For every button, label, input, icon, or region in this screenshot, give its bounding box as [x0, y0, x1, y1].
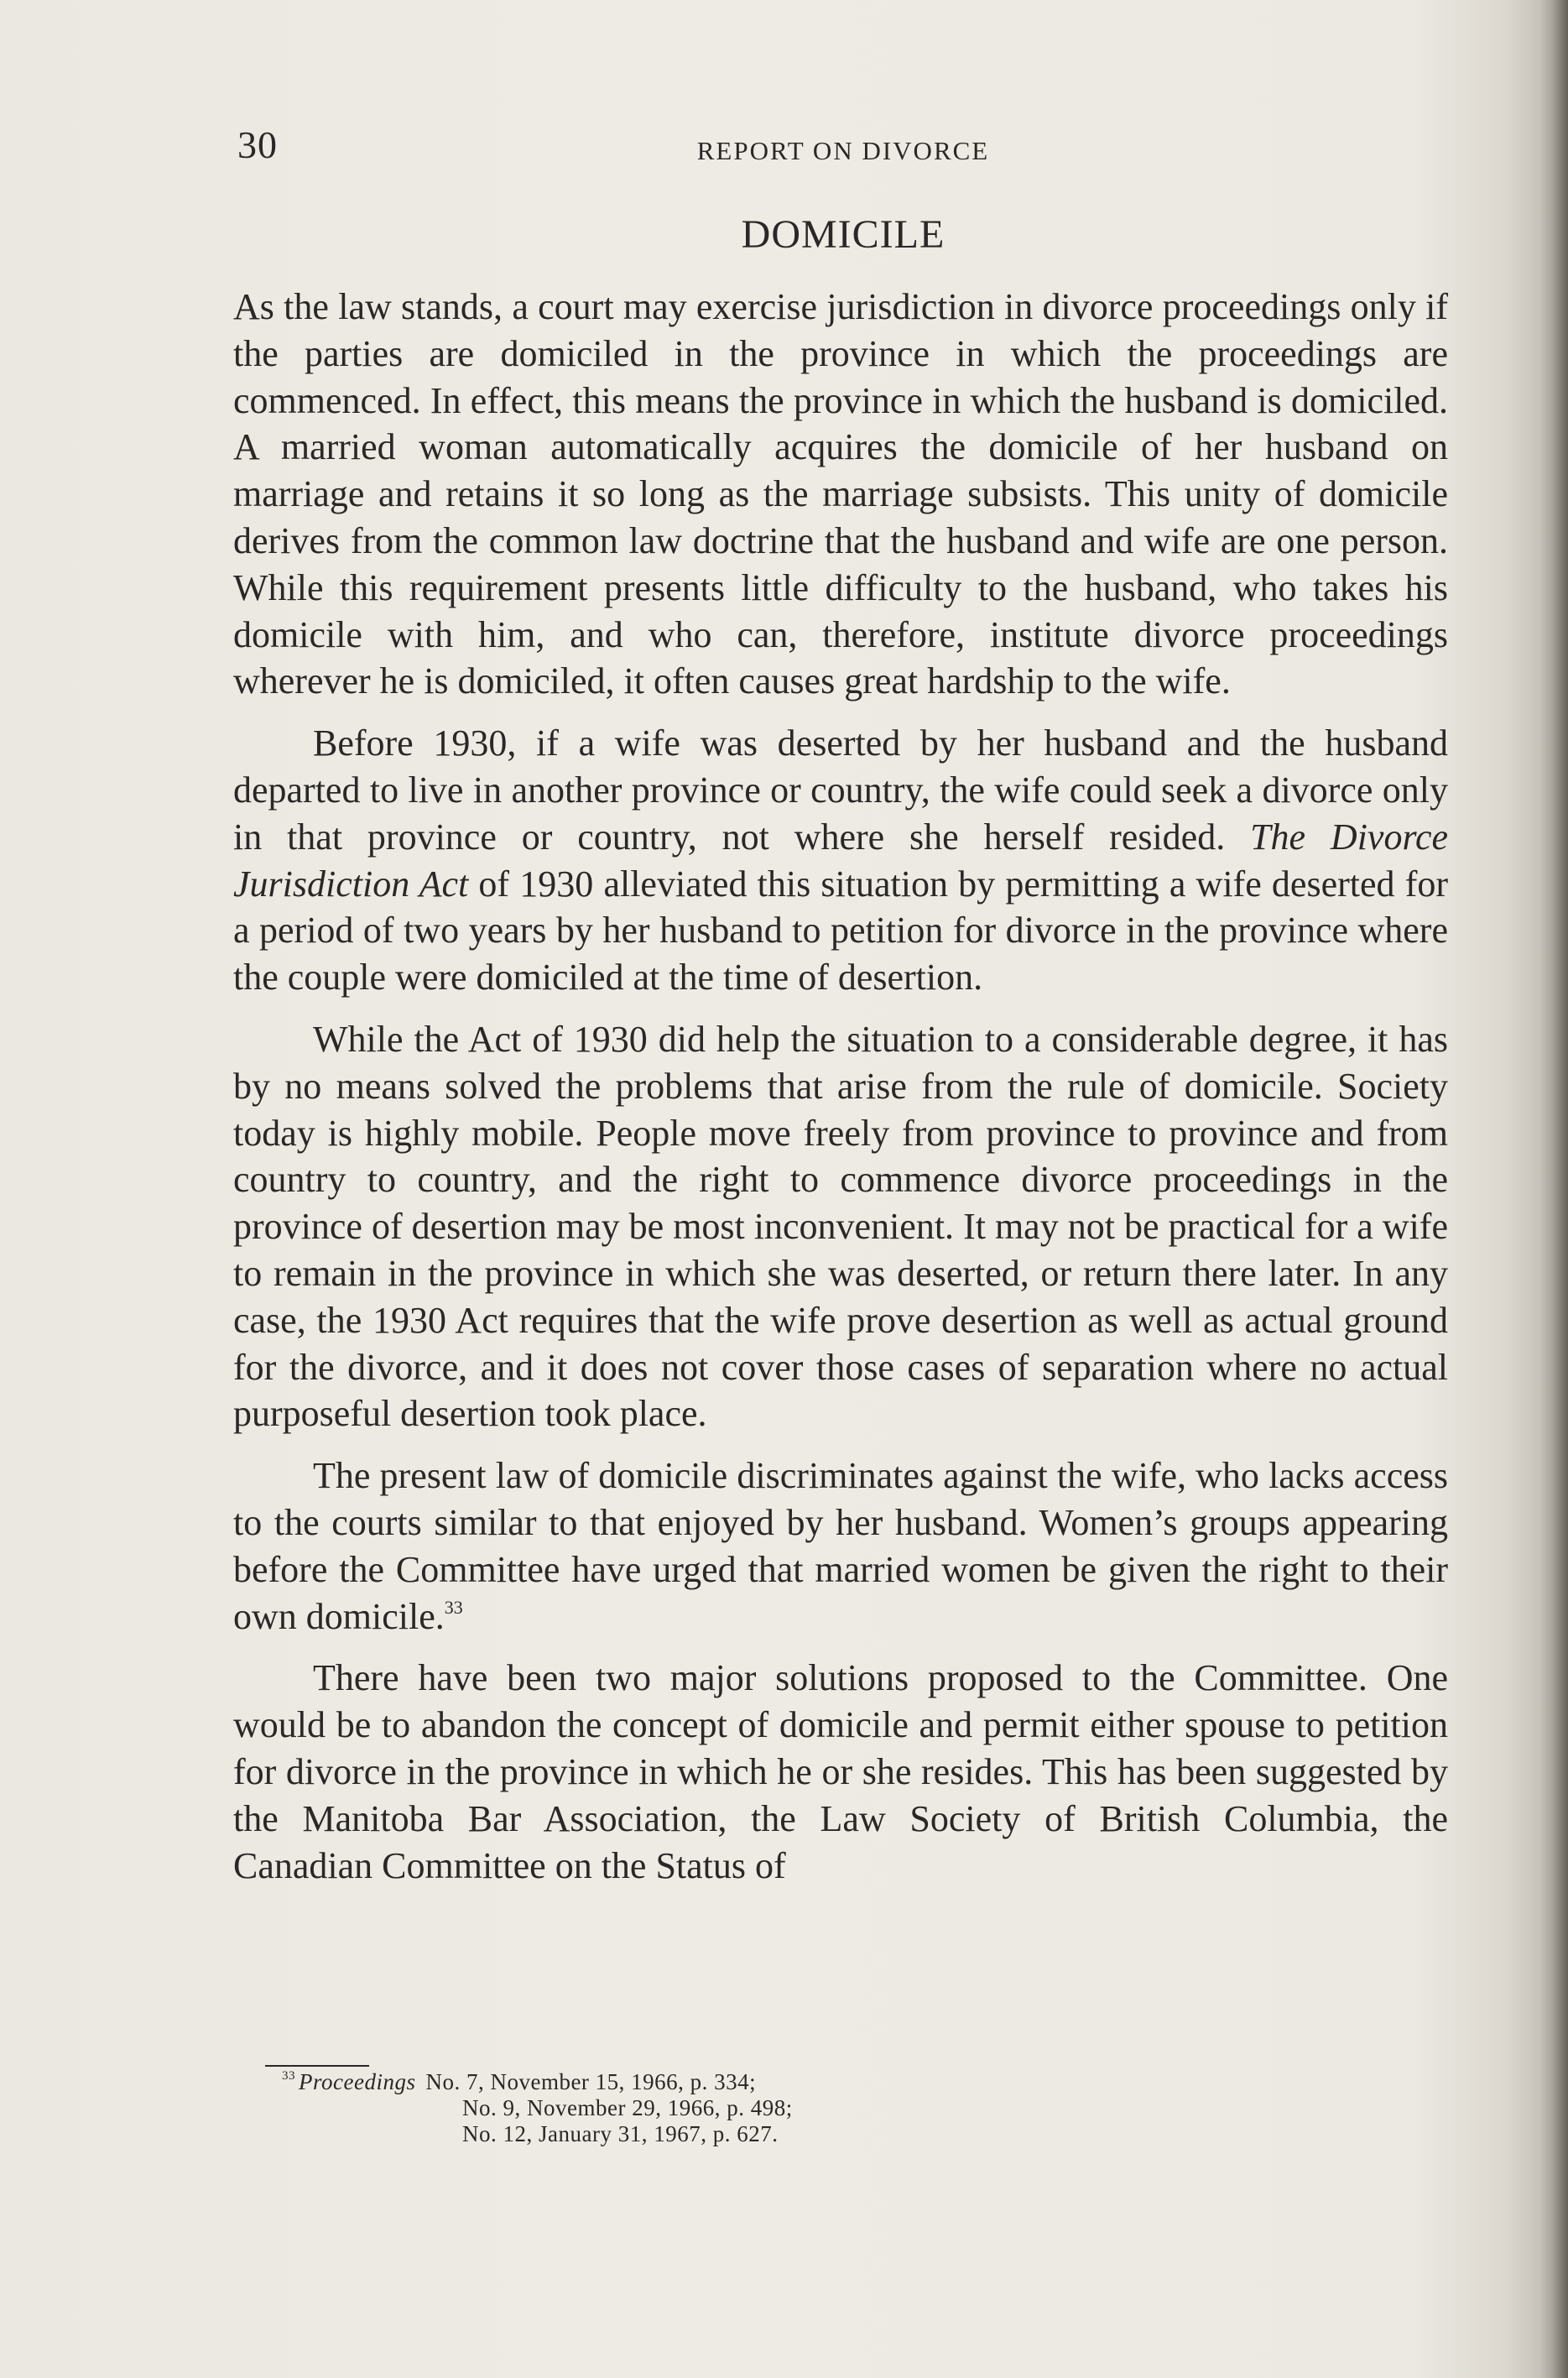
footnote-reference[interactable]: 33 [444, 1596, 463, 1618]
section-title: DOMICILE [741, 212, 945, 257]
page-number: 30 [237, 123, 278, 166]
page-edge-shadow [1539, 0, 1568, 2378]
footnote-source: Proceedings [299, 2069, 416, 2094]
footnote-divider [265, 2065, 369, 2067]
footnote-line: $^{33}$ Proceedings No. 7, November 15, 1966, p. 334; [282, 2069, 757, 2094]
paragraph: The present law of domicile discriminates against the wife, who lacks access to the courts similar to that enjoyed by her husband. Women’s groups appearing before the Committee have urged that married women be given the right to their own domicile.$^{33}$ [233, 1455, 1448, 1637]
paragraph: As the law stands, a court may exercise jurisdiction in divorce proceedings only if the parties are domiciled in the province in which the proceedings are commenced. In effect, this means the province in which the husband is domiciled. A married woman automatically acquires the domicile of her husband on marriage and retains it so long as the marriage subsists. This unity of domicile derives from the common law doctrine that the husband and wife are one person. While this requirement presents little difficulty to the husband, who takes his domicile with him, and who can, therefore, institute divorce proceedings wherever he is domiciled, it often causes great hardship to the wife. [233, 286, 1448, 702]
footnote-line: No. 9, November 29, 1966, p. 498; [462, 2095, 793, 2120]
act-title: The Divorce Jurisdiction Act [233, 816, 1448, 905]
body-text [233, 284, 1448, 1904]
footnotes [282, 2069, 1121, 2147]
paragraph: Before 1930, if a wife was deserted by her husband and the husband departed to live in another province or country, the wife could seek a divorce only in that province or country, not where she herself resided. The Divorce Jurisdiction Act of 1930 alleviated this situation by permitting a wife deserted for a period of two years by her husband to petition for divorce in the province where the couple were domiciled at the time of desertion. [233, 722, 1448, 999]
footnote-line: No. 12, January 31, 1967, p. 627. [462, 2121, 779, 2146]
footnote-marker: 33 [282, 2069, 295, 2083]
running-header: REPORT ON DIVORCE [696, 136, 990, 165]
paragraph: While the Act of 1930 did help the situation to a considerable degree, it has by no means solved the problems that arise from the rule of domicile. Society today is highly mobile. People move freely from province to province and from country to country, and the right to commence divorce proceedings in the province of desertion may be most inconvenient. It may not be practical for a wife to remain in the province in which she was deserted, or return there later. In any case, the 1930 Act requires that the wife prove desertion as well as actual ground for the divorce, and it does not cover those cases of separation where no actual purposeful desertion took place. [233, 1018, 1448, 1435]
paragraph: There have been two major solutions proposed to the Committee. One would be to abandon the concept of domicile and permit either spouse to petition for divorce in the province in which he or she resides. This has been suggested by the Manitoba Bar Association, the Law Society of British Columbia, the Canadian Committee on the Status of [233, 1657, 1448, 1886]
